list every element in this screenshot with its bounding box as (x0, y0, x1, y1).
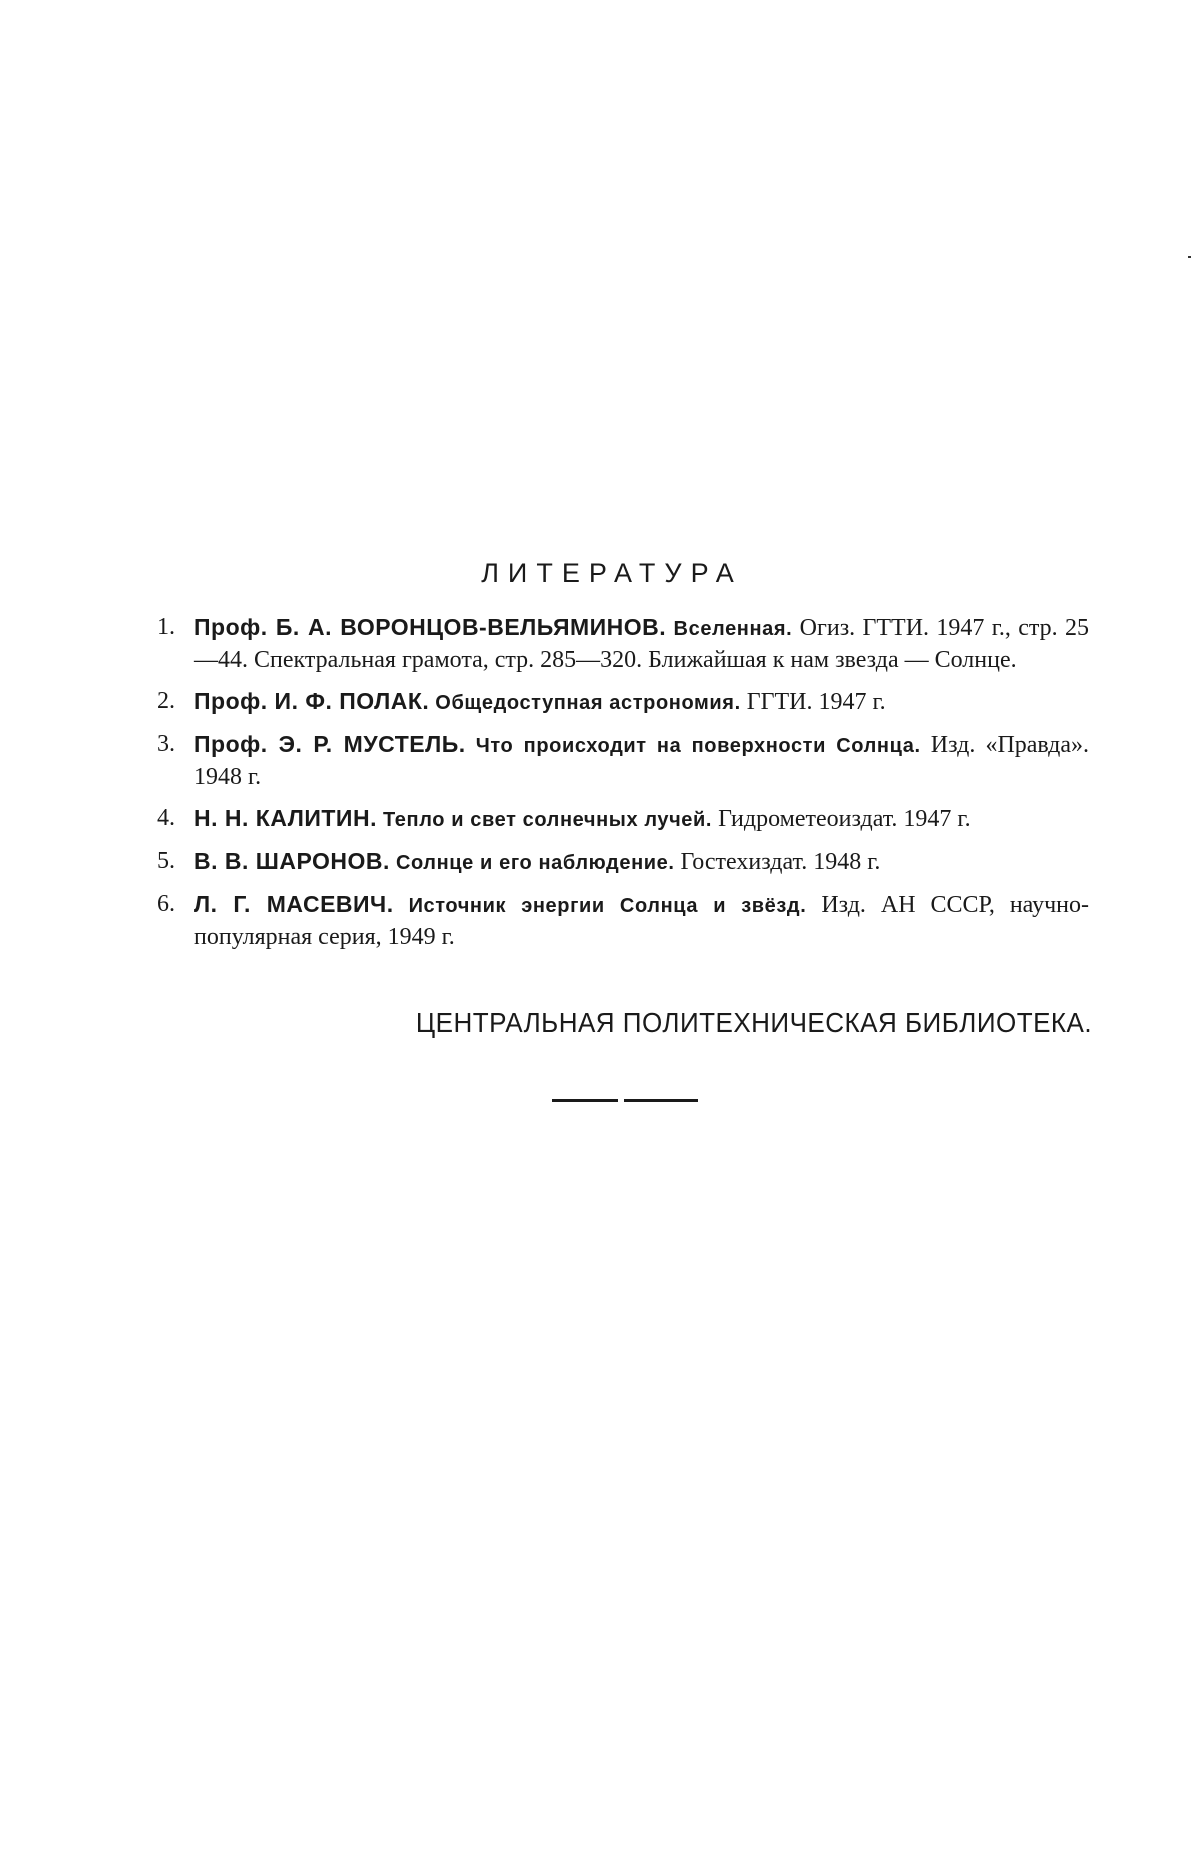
reference-title: Источник энергии Солнца и звёзд. (408, 895, 807, 917)
reference-title: Тепло и свет солнечных лучей. (382, 809, 713, 831)
reference-title: Общедоступная астрономия. (435, 692, 741, 714)
reference-publisher: Изд. АН СССР, научно-популярная серия, 1949 г. (194, 892, 1090, 950)
reference-list (157, 612, 1089, 963)
reference-item (157, 889, 1089, 953)
reference-author: Проф. Э. Р. МУСТЕЛЬ. (194, 731, 466, 757)
reference-number: 2. (157, 688, 175, 714)
reference-number: 5. (157, 848, 175, 874)
reference-item (157, 729, 1089, 793)
reference-author: Н. Н. КАЛИТИН. (194, 805, 377, 831)
reference-title: Солнце и его наблюдение. (395, 852, 675, 874)
reference-item (157, 846, 1089, 879)
section-heading: ЛИТЕРАТУРА (481, 558, 743, 588)
closing-rule (552, 1099, 698, 1102)
reference-item (157, 612, 1089, 676)
reference-author: В. В. ШАРОНОВ. (194, 848, 390, 874)
reference-author: Л. Г. МАСЕВИЧ. (194, 891, 394, 917)
library-stamp: ЦЕНТРАЛЬНАЯ ПОЛИТЕХНИЧЕСКАЯ БИБЛИОТЕКА. (415, 1007, 1092, 1038)
reference-author: Проф. И. Ф. ПОЛАК. (194, 688, 430, 714)
reference-number: 1. (157, 614, 175, 640)
reference-title: Вселенная. (673, 618, 793, 640)
reference-number: 4. (157, 805, 175, 831)
reference-title: Что происходит на поверхности Солнца. (475, 735, 921, 757)
reference-publisher: Огиз. ГТТИ. 1947 г., стр. 25—44. Спектральная грамота, стр. 285—320. Ближайшая к нам звезда — Солнце. (194, 615, 1090, 673)
reference-publisher: Гостехиздат. 1948 г. (680, 849, 881, 875)
scan-speck (1188, 256, 1191, 258)
reference-number: 3. (157, 731, 175, 757)
reference-author: Проф. Б. А. ВОРОНЦОВ-ВЕЛЬЯМИНОВ. (194, 614, 667, 640)
reference-publisher: Гидрометеоиздат. 1947 г. (718, 806, 971, 832)
reference-publisher: Изд. «Правда». 1948 г. (194, 732, 1090, 790)
reference-item (157, 686, 1089, 719)
reference-number: 6. (157, 891, 175, 917)
reference-publisher: ГГТИ. 1947 г. (746, 689, 886, 715)
reference-item (157, 803, 1089, 836)
